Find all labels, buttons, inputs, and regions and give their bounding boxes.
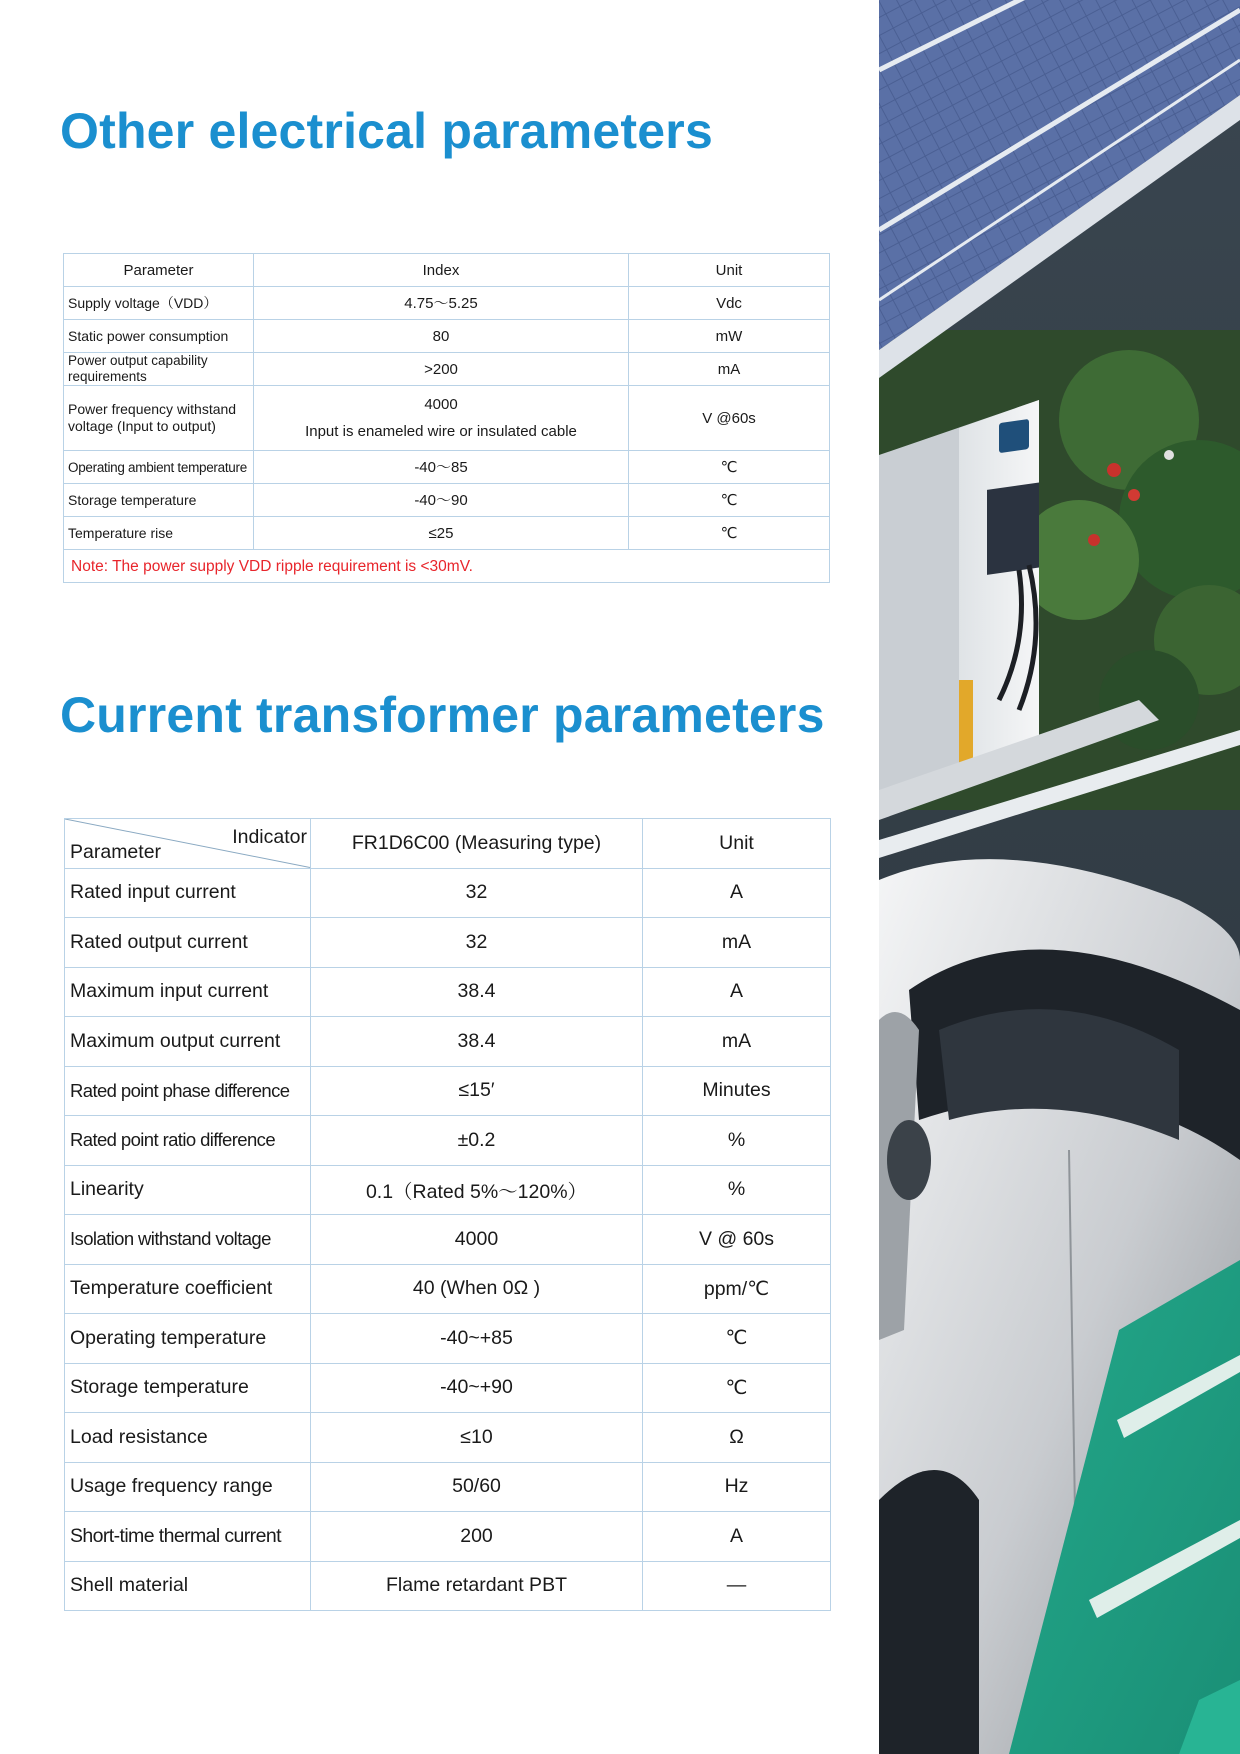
ct-parameters-table: [64, 818, 831, 1611]
table-row: [65, 1512, 831, 1562]
param-value: 38.4: [311, 1017, 643, 1067]
param-name: Shell material: [65, 1561, 311, 1611]
param-name: Supply voltage（VDD）: [64, 287, 254, 320]
param-unit: %: [643, 1116, 831, 1166]
param-index-cell: [254, 386, 629, 451]
table-note: Note: The power supply VDD ripple requirement is <30mV.: [64, 550, 830, 583]
table-row: [64, 484, 830, 517]
param-name: Usage frequency range: [65, 1462, 311, 1512]
param-value: 38.4: [311, 967, 643, 1017]
header-parameter: Parameter: [64, 254, 254, 287]
param-name: Power frequency withstand voltage (Input to output): [64, 386, 254, 451]
param-index: -40～90: [254, 484, 629, 517]
param-value: 32: [311, 918, 643, 968]
param-unit: mA: [643, 1017, 831, 1067]
param-name: Short-time thermal current: [65, 1512, 311, 1562]
param-index: 4.75～5.25: [254, 287, 629, 320]
table-row: [65, 1264, 831, 1314]
param-unit: —: [643, 1561, 831, 1611]
param-unit: ℃: [629, 517, 830, 550]
param-unit: mA: [643, 918, 831, 968]
param-unit: A: [643, 1512, 831, 1562]
header-unit: Unit: [629, 254, 830, 287]
param-index-note: Input is enameled wire or insulated cable: [305, 423, 577, 440]
table-row: [65, 1017, 831, 1067]
param-unit: A: [643, 868, 831, 918]
param-value: 32: [311, 868, 643, 918]
table-row: [64, 386, 830, 451]
param-unit: V @ 60s: [643, 1215, 831, 1265]
param-unit: Minutes: [643, 1066, 831, 1116]
param-name: Static power consumption: [64, 320, 254, 353]
table-row: [65, 1116, 831, 1166]
table-row: [64, 287, 830, 320]
param-unit: mW: [629, 320, 830, 353]
ct-rows: [65, 868, 831, 1611]
table-row: [65, 1165, 831, 1215]
param-value: 50/60: [311, 1462, 643, 1512]
param-index: 4000: [424, 396, 458, 413]
param-unit: V @60s: [629, 386, 830, 451]
param-index: -40～85: [254, 451, 629, 484]
param-name: Linearity: [65, 1165, 311, 1215]
header-index: Index: [254, 254, 629, 287]
param-unit: %: [643, 1165, 831, 1215]
param-value: 40 (When 0Ω ): [311, 1264, 643, 1314]
table-row: [65, 1413, 831, 1463]
table-row: [65, 1462, 831, 1512]
param-name: Operating ambient temperature: [64, 451, 254, 484]
header-model: FR1D6C00 (Measuring type): [311, 819, 643, 869]
param-unit: ppm/℃: [643, 1264, 831, 1314]
table-note-row: [64, 550, 830, 583]
param-unit: mA: [629, 353, 830, 386]
param-name: Temperature coefficient: [65, 1264, 311, 1314]
header-indicator: Indicator: [232, 826, 307, 848]
param-value: -40~+90: [311, 1363, 643, 1413]
param-value: 0.1（Rated 5%～120%）: [311, 1165, 643, 1215]
param-name: Temperature rise: [64, 517, 254, 550]
param-unit: Vdc: [629, 287, 830, 320]
param-unit: A: [643, 967, 831, 1017]
param-name: Operating temperature: [65, 1314, 311, 1364]
param-value: 200: [311, 1512, 643, 1562]
table-row: [65, 868, 831, 918]
param-name: Isolation withstand voltage: [65, 1215, 311, 1265]
param-name: Rated output current: [65, 918, 311, 968]
param-name: Storage temperature: [65, 1363, 311, 1413]
table-row: [65, 1066, 831, 1116]
param-index: ≤25: [254, 517, 629, 550]
table-row: [65, 967, 831, 1017]
param-name: Maximum input current: [65, 967, 311, 1017]
header-parameter: Parameter: [70, 840, 162, 863]
param-index: 80: [254, 320, 629, 353]
table-row: [64, 320, 830, 353]
param-value: 4000: [311, 1215, 643, 1265]
param-name: Load resistance: [65, 1413, 311, 1463]
param-index: >200: [254, 353, 629, 386]
header-unit: Unit: [643, 819, 831, 869]
table-row: [65, 1363, 831, 1413]
param-name: Power output capability requirements: [64, 353, 254, 386]
param-name: Maximum output current: [65, 1017, 311, 1067]
ev-charging-photo-illustration: [879, 0, 1240, 1754]
param-name: Storage temperature: [64, 484, 254, 517]
param-name: Rated point ratio difference: [65, 1116, 311, 1166]
electrical-parameters-table: [63, 253, 830, 583]
param-unit: Ω: [643, 1413, 831, 1463]
table-row: [65, 918, 831, 968]
param-unit: Hz: [643, 1462, 831, 1512]
table-row: [65, 1314, 831, 1364]
param-name: Rated point phase difference: [65, 1066, 311, 1116]
param-value: Flame retardant PBT: [311, 1561, 643, 1611]
table-header-row: [65, 819, 831, 869]
param-value: ±0.2: [311, 1116, 643, 1166]
ev-charging-photo: [879, 0, 1240, 1754]
section-title-ct: Current transformer parameters: [60, 687, 825, 743]
param-value: ≤15′: [311, 1066, 643, 1116]
section-title-electrical: Other electrical parameters: [60, 103, 713, 159]
param-unit: ℃: [643, 1363, 831, 1413]
param-unit: ℃: [629, 484, 830, 517]
table-row: [64, 353, 830, 386]
table-header-row: [64, 254, 830, 287]
param-unit: ℃: [643, 1314, 831, 1364]
param-unit: ℃: [629, 451, 830, 484]
table-row: [64, 517, 830, 550]
param-value: ≤10: [311, 1413, 643, 1463]
table-row: [65, 1561, 831, 1611]
param-value: -40~+85: [311, 1314, 643, 1364]
table-row: [64, 451, 830, 484]
table-row: [65, 1215, 831, 1265]
diagonal-header-cell: [65, 819, 311, 869]
param-name: Rated input current: [65, 868, 311, 918]
